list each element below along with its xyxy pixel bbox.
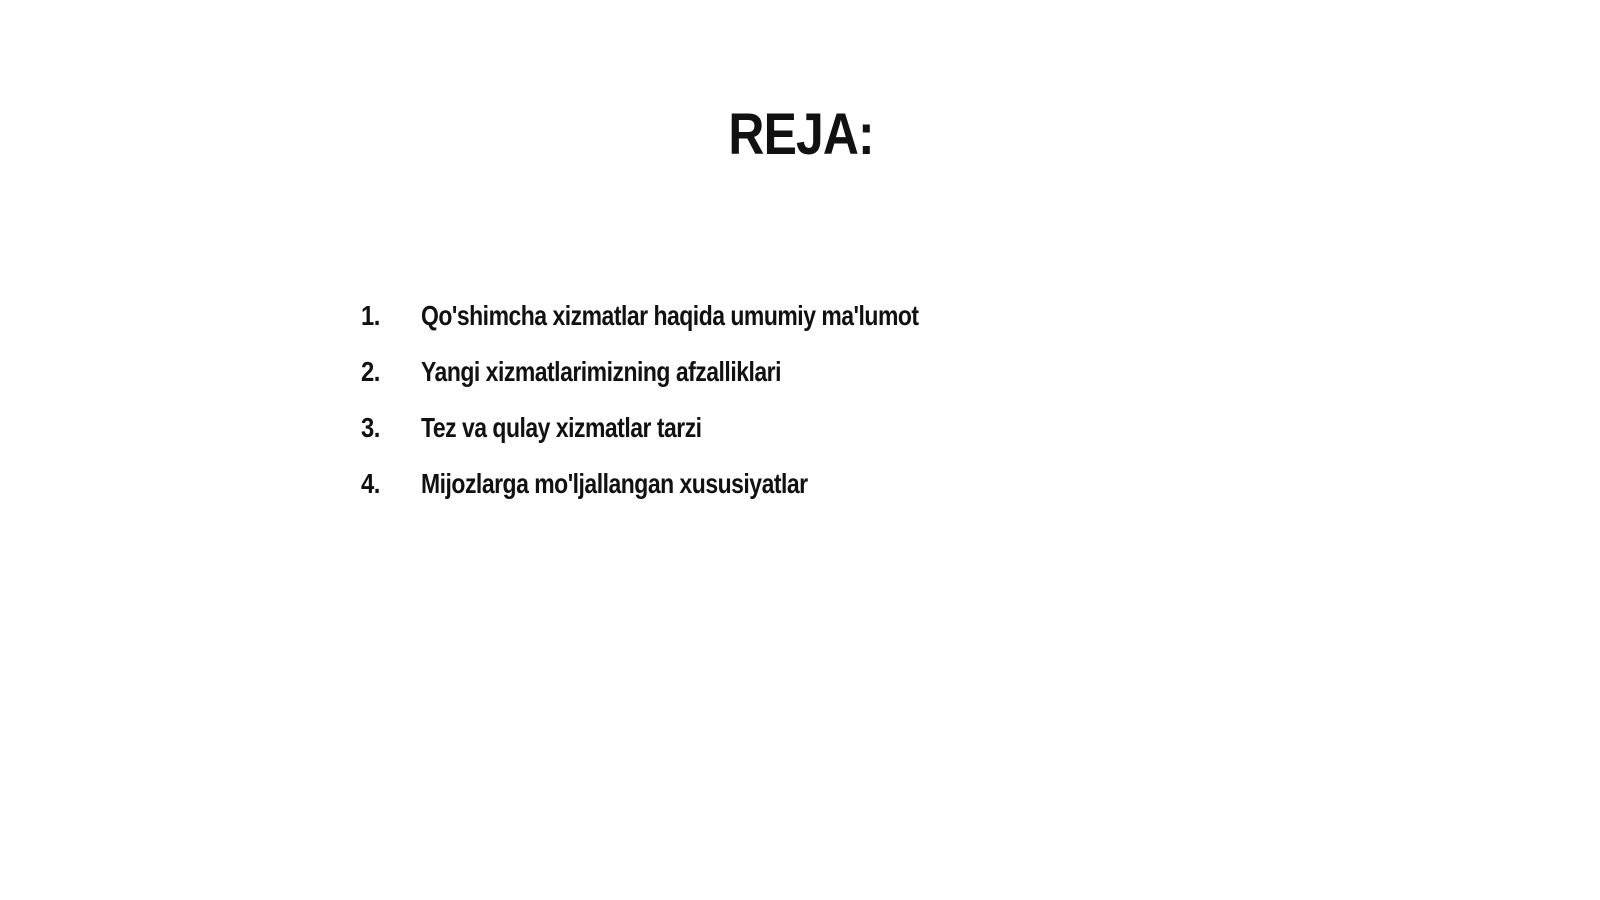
list-item-text: Tez va qulay xizmatlar tarzi: [421, 412, 702, 443]
list-item-number: 4.: [361, 468, 380, 499]
list-item-number: 1.: [361, 300, 380, 331]
list-item: [361, 456, 1028, 512]
list-item-text: Mijozlarga mo'ljallangan xususiyatlar: [421, 468, 808, 499]
list-item: [361, 288, 1028, 344]
plan-list: [361, 288, 1028, 512]
list-item-number: 3.: [361, 412, 380, 443]
list-item-text: Yangi xizmatlarimizning afzalliklari: [421, 356, 781, 387]
list-item: [361, 344, 1028, 400]
slide-title: REJA:: [728, 102, 874, 167]
list-item: [361, 400, 1028, 456]
list-item-text: Qo'shimcha xizmatlar haqida umumiy ma'lumot: [421, 300, 919, 331]
list-item-number: 2.: [361, 356, 380, 387]
